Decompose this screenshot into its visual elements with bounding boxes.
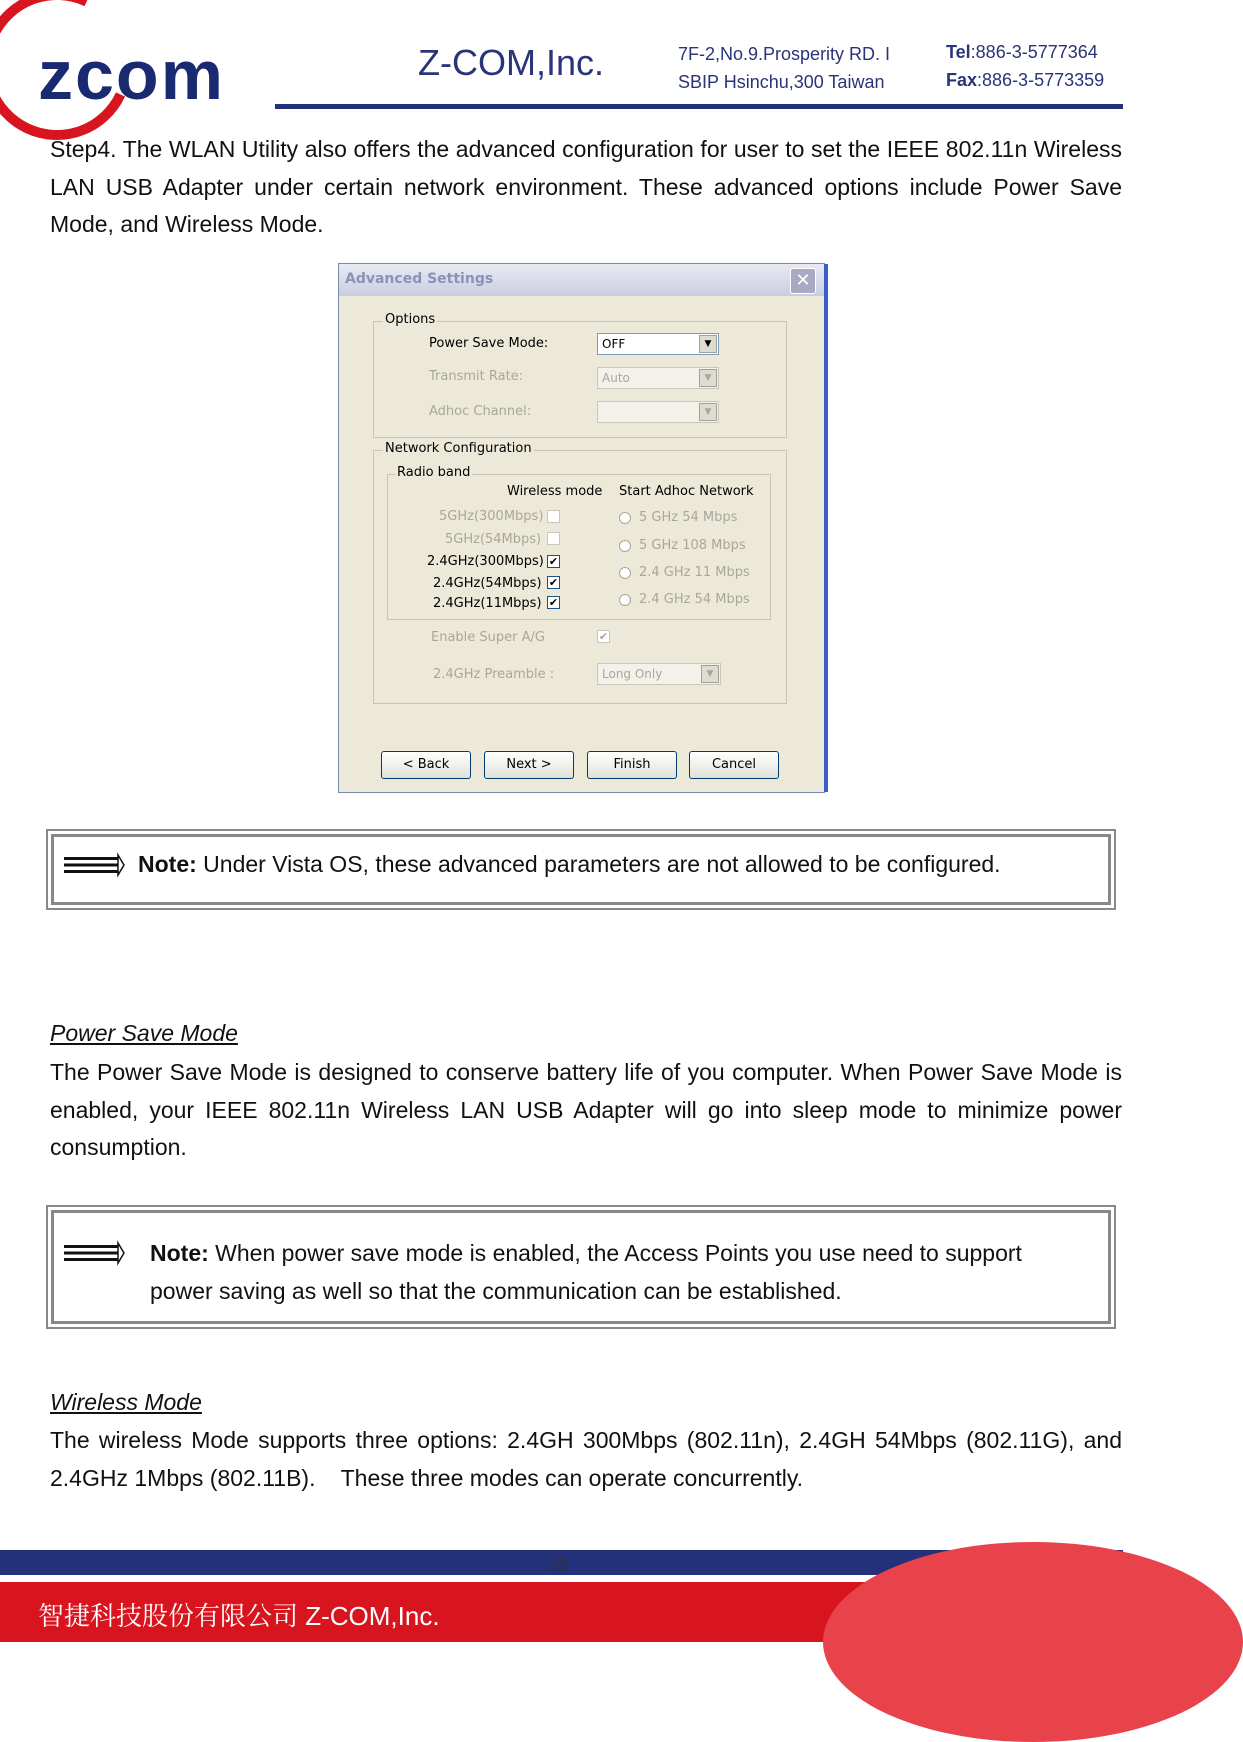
mode-label: 5GHz(54Mbps): [445, 532, 542, 547]
company-name: Z-COM,Inc.: [418, 42, 604, 83]
footer-band: [0, 1582, 1123, 1642]
preamble-select[interactable]: [597, 663, 721, 685]
note-box-vista: [46, 829, 1116, 910]
adhoc-radio[interactable]: [619, 512, 631, 524]
start-adhoc-header: Start Adhoc Network: [619, 484, 754, 499]
company-address: [678, 40, 890, 96]
adhoc-radio[interactable]: [619, 567, 631, 579]
arrow-icon: [64, 855, 124, 875]
advanced-settings-dialog: [338, 263, 825, 793]
mode-label: 2.4GHz(300Mbps): [427, 554, 544, 569]
footer-company: 智捷科技股份有限公司 Z-COM,Inc.: [38, 1601, 440, 1631]
transmit-rate-value: Auto: [602, 371, 630, 385]
note-box-power-save: [46, 1205, 1116, 1329]
mode-label: 2.4GHz(54Mbps): [433, 576, 542, 591]
window-edge: [824, 264, 828, 792]
transmit-rate-select[interactable]: [597, 367, 719, 389]
super-ag-label: Enable Super A/G: [431, 630, 545, 645]
adhoc-radio[interactable]: [619, 594, 631, 606]
power-save-select[interactable]: [597, 333, 719, 355]
power-save-paragraph: The Power Save Mode is designed to conserve battery life of you computer. When Power Save Mode is enabled, your IEEE 802.11n Wireless LAN USB Adapter will go into sleep mode to minimize power consumption.: [50, 1059, 1122, 1160]
options-legend: Options: [385, 312, 436, 327]
chevron-down-icon: ▼: [699, 335, 717, 353]
note-label: Note:: [150, 1240, 209, 1266]
wireless-mode-paragraph: The wireless Mode supports three options: 2.4GH 300Mbps (802.11n), 2.4GH 54Mbps (802.11G), and 2.4GHz 1Mbps (802.11B). These three modes can operate concurrently.: [50, 1427, 1129, 1491]
finish-button[interactable]: Finish: [587, 751, 677, 779]
power-save-label: Power Save Mode:: [429, 336, 549, 351]
note-inner: [51, 1210, 1111, 1324]
adhoc-option-label: 2.4 GHz 11 Mbps: [639, 565, 750, 580]
company-contact: [946, 38, 1104, 94]
power-save-heading: Power Save Mode: [50, 1020, 238, 1046]
mode-checkbox[interactable]: ✔: [548, 576, 559, 589]
mode-label: 2.4GHz(11Mbps): [433, 596, 542, 611]
mode-checkbox[interactable]: [547, 510, 560, 523]
transmit-rate-label: Transmit Rate:: [429, 369, 524, 384]
note-line-1: [150, 1235, 1110, 1273]
preamble-value: Long Only: [602, 667, 663, 681]
chevron-down-icon: ▼: [699, 369, 717, 387]
radio-band-legend: Radio band: [397, 465, 471, 480]
adhoc-option-label: 5 GHz 108 Mbps: [639, 538, 746, 553]
dialog-titlebar: [339, 264, 824, 296]
mode-checkbox[interactable]: [547, 532, 560, 545]
note-text: [150, 1235, 1110, 1310]
page-number: 39: [550, 1553, 568, 1573]
tel-line: [946, 38, 1104, 66]
wireless-mode-heading: Wireless Mode: [50, 1389, 202, 1415]
note-line-2: power saving as well so that the communication can be established.: [150, 1277, 842, 1304]
wireless-mode-header: Wireless mode: [507, 484, 603, 499]
header-rule: [275, 104, 1123, 109]
chevron-down-icon: ▼: [701, 665, 719, 683]
intro-paragraph: Step4. The WLAN Utility also offers the advanced configuration for user to set the IEEE 802.11n Wireless LAN USB Adapter under certain network environment. These advanced options include Power Save Mode, and Wireless Mode.: [50, 136, 1122, 237]
arrow-icon: [64, 1243, 124, 1263]
address-line-2: SBIP Hsinchu,300 Taiwan: [678, 72, 885, 92]
fax-value: :886-3-5773359: [977, 70, 1105, 90]
adhoc-channel-label: Adhoc Channel:: [429, 404, 532, 419]
logo: zcom: [38, 36, 225, 114]
adhoc-radio[interactable]: [619, 540, 631, 552]
close-icon[interactable]: ✕: [790, 268, 816, 294]
tel-label: Tel: [946, 42, 971, 62]
adhoc-option-label: 2.4 GHz 54 Mbps: [639, 592, 750, 607]
mode-label: 5GHz(300Mbps): [439, 509, 544, 524]
chevron-down-icon: ▼: [699, 403, 717, 421]
note-body: When power save mode is enabled, the Access Points you use need to support: [208, 1240, 1022, 1266]
super-ag-checkbox[interactable]: ✔: [598, 630, 609, 643]
note-text: [138, 846, 1001, 884]
note-label: Note:: [138, 851, 197, 877]
preamble-label: 2.4GHz Preamble :: [433, 667, 555, 682]
address-line-1: 7F-2,No.9.Prosperity RD. I: [678, 44, 891, 64]
mode-checkbox[interactable]: ✔: [548, 596, 559, 609]
next-button[interactable]: Next >: [484, 751, 574, 779]
fax-label: Fax: [946, 70, 978, 90]
mode-checkbox[interactable]: ✔: [548, 555, 559, 568]
adhoc-channel-select[interactable]: [597, 401, 719, 423]
note-body: Under Vista OS, these advanced parameters are not allowed to be configured.: [196, 851, 1001, 877]
note-inner: [51, 834, 1111, 905]
cancel-button[interactable]: Cancel: [689, 751, 779, 779]
fax-line: [946, 66, 1104, 94]
adhoc-option-label: 5 GHz 54 Mbps: [639, 510, 738, 525]
tel-value: :886-3-5777364: [970, 42, 1098, 62]
footer-curve: [823, 1542, 1243, 1742]
power-save-value: OFF: [602, 337, 626, 351]
dialog-title: Advanced Settings: [345, 271, 494, 287]
network-config-legend: Network Configuration: [385, 441, 532, 456]
back-button[interactable]: < Back: [381, 751, 471, 779]
